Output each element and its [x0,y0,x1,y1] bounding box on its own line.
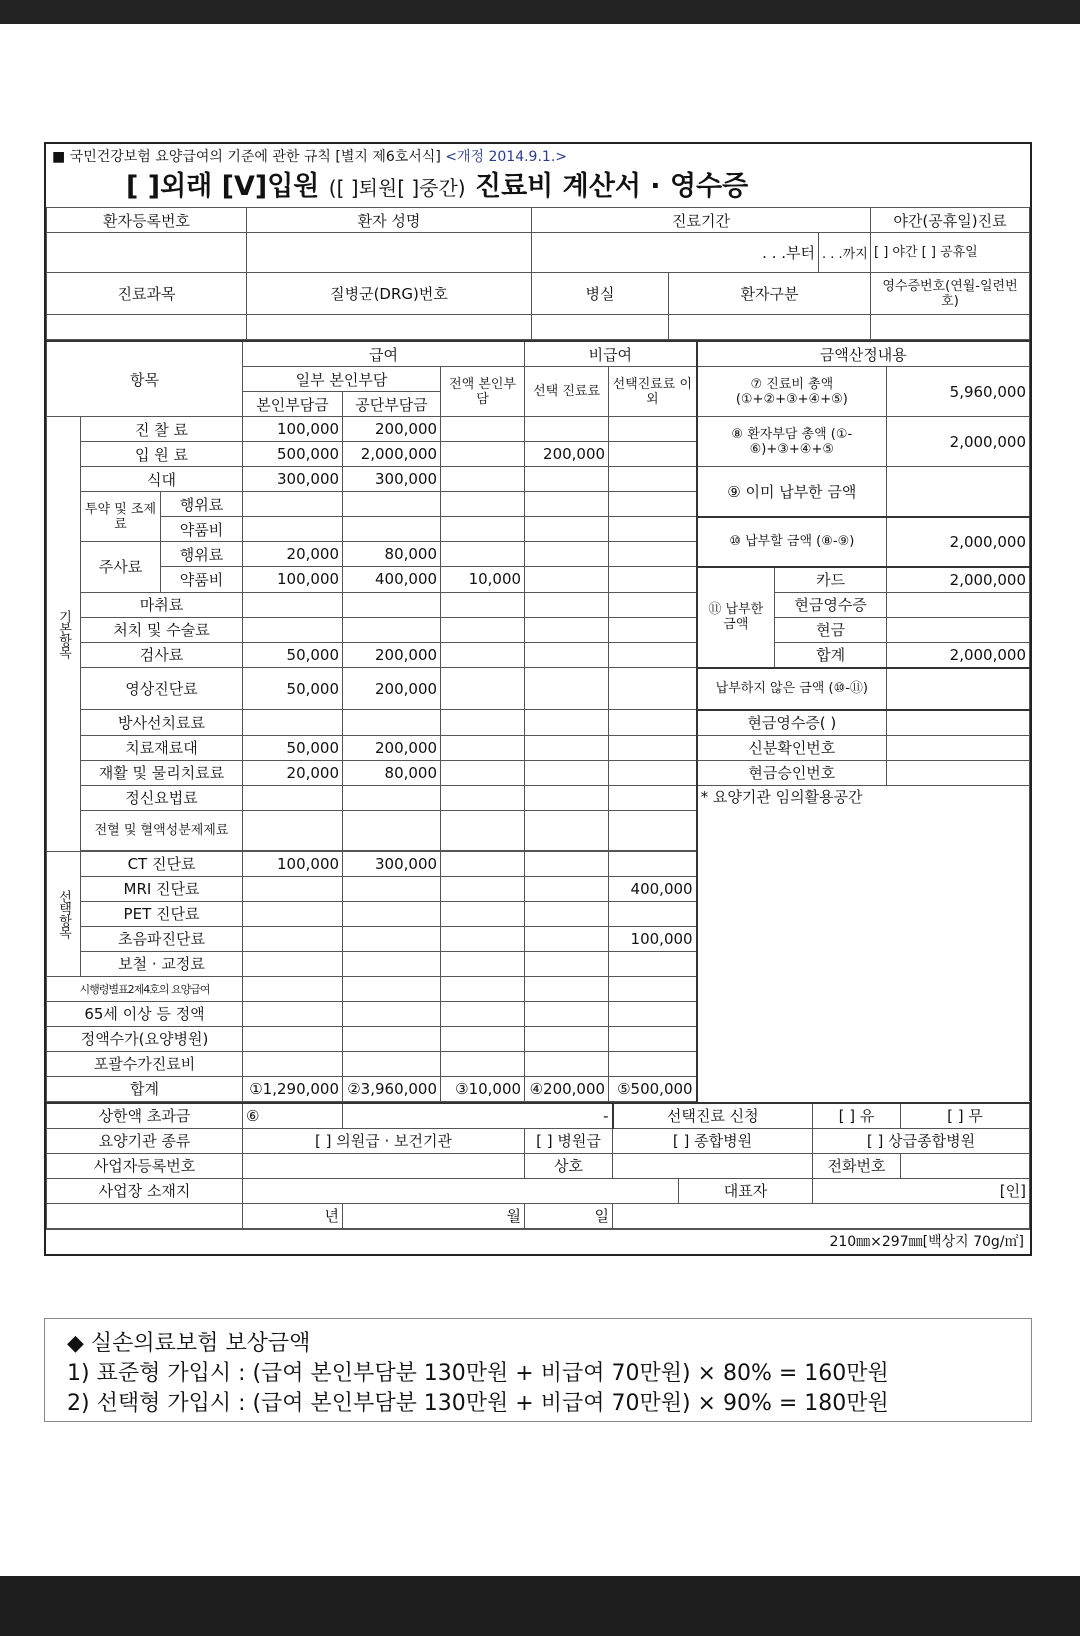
receipt-no-value [871,315,1030,340]
cell-self-pay: 50,000 [243,735,343,760]
night-label: 야간(공휴일)진료 [871,208,1030,233]
calc-due-value: 2,000,000 [887,517,1030,567]
total-select-other: ⑤500,000 [609,1076,697,1101]
calc-cash-label: 현금 [775,617,887,642]
covered-header: 급여 [243,341,525,367]
status-bar [0,0,1080,24]
inst-opt1: [ ] 의원급 · 보건기관 [243,1128,525,1153]
select-header: 선택 진료료 [525,367,609,417]
row-label: 초음파진단료 [81,926,243,951]
night-options: [ ] 야간 [ ] 공휴일 [871,233,1030,273]
row-label: PET 진단료 [81,901,243,926]
row-label: 치료재료대 [81,735,243,760]
calc-paid-label: ⑨ 이미 납부한 금액 [697,467,887,517]
patient-no-label: 환자등록번호 [47,208,247,233]
excess-dash: - [343,1103,613,1129]
cell-insurer: 300,000 [343,467,441,492]
phone-label: 전화번호 [813,1153,901,1178]
calc-unpaid-label: 납부하지 않은 금액 (⑩-⑪) [697,668,887,710]
calc-card-value: 2,000,000 [887,567,1030,593]
drug-group-label: 투약 및 조제료 [81,492,161,542]
noncovered-header: 비급여 [525,341,697,367]
patient-name-label: 환자 성명 [247,208,532,233]
row-label: 정액수가(요양병원) [47,1026,243,1051]
row-label: 포괄수가진료비 [47,1051,243,1076]
room-label: 병실 [532,273,669,315]
cell-select-other: 400,000 [609,876,697,901]
row-label: CT 진단료 [81,851,243,876]
cell-insurer: 400,000 [343,567,441,593]
patient-info-table [46,207,1030,340]
cell-self-pay: 20,000 [243,542,343,567]
rule-text: ■ 국민건강보험 요양급여의 기준에 관한 규칙 [별지 제6호서식] [52,149,441,165]
row-label: 처치 및 수술료 [81,617,243,642]
cell-self-pay: 50,000 [243,642,343,668]
select-apply-label: 선택진료 신청 [613,1103,813,1129]
row-label: 입 원 료 [81,442,243,467]
row-label: 행위료 [161,492,243,517]
row-label: 65세 이상 등 정액 [47,1001,243,1026]
total-full: ③10,000 [441,1076,525,1101]
ptype-label: 환자구분 [669,273,871,315]
biz-no-label: 사업자등록번호 [47,1153,243,1178]
inst-opt2: [ ] 병원급 [525,1128,613,1153]
calc-cash-receipt-line: 현금영수증( ) [697,710,887,736]
cell-self-pay: 100,000 [243,851,343,876]
cell-insurer: 2,000,000 [343,442,441,467]
calc-sum-label: 합계 [775,642,887,668]
row-label: 약품비 [161,517,243,542]
row-label: 정신요법료 [81,785,243,810]
inst-opt3: [ ] 종합병원 [613,1128,813,1153]
period-label: 진료기간 [532,208,871,233]
cell-select-other: 100,000 [609,926,697,951]
select-other-header: 선택진료료 이외 [609,367,697,417]
cell-insurer: 80,000 [343,542,441,567]
date-month: 월 [343,1203,525,1228]
calc-approval-label: 현금승인번호 [697,760,887,785]
basic-group-label: 기본항목 [47,417,81,852]
calc-total-label: ⑦ 진료비 총액 (①+②+③+④+⑤) [697,367,887,417]
date-year: 년 [243,1203,343,1228]
total-self-pay: ①1,290,000 [243,1076,343,1101]
inst-opt4: [ ] 상급종합병원 [813,1128,1030,1153]
cell-insurer: 200,000 [343,735,441,760]
cell-select: 200,000 [525,442,609,467]
cell-self-pay: 100,000 [243,567,343,593]
cell-insurer: 200,000 [343,668,441,710]
address-label: 사업장 소재지 [47,1178,243,1203]
drg-label: 질병군(DRG)번호 [247,273,532,315]
row-label: 마취료 [81,592,243,617]
select-apply-yes: [ ] 유 [813,1103,901,1129]
patient-no-value [47,233,247,273]
calc-total-value: 5,960,000 [887,367,1030,417]
cell-insurer: 200,000 [343,417,441,442]
receipt-no-label: 영수증번호(연월-일련번호) [871,273,1030,315]
form-title [46,167,1030,207]
paper-spec: 210㎜×297㎜[백상지 70g/㎡] [46,1229,1030,1254]
period-from: . . .부터 [532,233,819,273]
cost-table [46,340,1030,1102]
cell-insurer: 300,000 [343,851,441,876]
row-label: 재활 및 물리치료료 [81,760,243,785]
date-day: 일 [525,1203,613,1228]
optional-group-label: 선택항목 [47,851,81,976]
cell-self-pay: 100,000 [243,417,343,442]
calc-id-no-label: 신분확인번호 [697,735,887,760]
self-pay-header: 본인부담금 [243,392,343,417]
cell-insurer: 80,000 [343,760,441,785]
dept-label: 진료과목 [47,273,247,315]
row-label: 행위료 [161,542,243,567]
period-to: . . .까지 [819,233,871,273]
inj-group-label: 주사료 [81,542,161,593]
form-rule-header [46,144,1030,167]
row-label: 보철 · 교정료 [81,951,243,976]
receipt-form [44,142,1032,1256]
insurance-line-standard: 1) 표준형 가입시 : (급여 본인부담분 130만원 + 비급여 70만원) × 80% = 160만원 [67,1361,889,1386]
excess-value: ⑥ [243,1103,343,1129]
title-main-b: 진료비 계산서 · 영수증 [465,171,749,202]
total-select: ④200,000 [525,1076,609,1101]
insurance-summary-box [44,1318,1032,1422]
rep-label: 대표자 [679,1178,813,1203]
ptype-value [669,315,871,340]
cell-insurer: 200,000 [343,642,441,668]
calc-sum-value: 2,000,000 [887,642,1030,668]
calc-due-label: ⑩ 납부할 금액 (⑧-⑨) [697,517,887,567]
calc-free-space: * 요양기관 임의활용공간 [697,785,1030,1101]
full-header: 전액 본인부담 [441,367,525,417]
trade-name-label: 상호 [525,1153,613,1178]
row-label: 방사선치료료 [81,710,243,736]
navigation-bar [0,1576,1080,1636]
excess-label: 상한액 초과금 [47,1103,243,1129]
row-label: 약품비 [161,567,243,593]
seal-mark: [인] [813,1178,1030,1203]
insurer-pay-header: 공단부담금 [343,392,441,417]
title-main-a: [ ]외래 [V]입원 [126,171,329,202]
inst-type-label: 요양기관 종류 [47,1128,243,1153]
total-insurer: ②3,960,000 [343,1076,441,1101]
room-value [532,315,669,340]
select-apply-no: [ ] 무 [901,1103,1030,1129]
total-label: 합계 [47,1076,243,1101]
row-label: 전혈 및 혈액성분제제료 [81,810,243,850]
cell-self-pay: 300,000 [243,467,343,492]
calc-cash-receipt-label: 현금영수증 [775,592,887,617]
calc-card-label: 카드 [775,567,887,593]
drg-value [247,315,532,340]
row-label: 진 찰 료 [81,417,243,442]
row-label: 식대 [81,467,243,492]
partial-header: 일부 본인부담 [243,367,441,392]
row-label: 시행령별표2제4호의 요양급여 [47,976,243,1001]
cell-self-pay: 50,000 [243,668,343,710]
patient-name-value [247,233,532,273]
institution-table [46,1102,1030,1229]
calc-patient-value: 2,000,000 [887,417,1030,467]
dept-value [47,315,247,340]
cell-full: 10,000 [441,567,525,593]
cell-self-pay: 500,000 [243,442,343,467]
insurance-title: ◆ 실손의료보험 보상금액 [67,1331,311,1356]
item-header: 항목 [47,341,243,417]
row-label: 검사료 [81,642,243,668]
calc-patient-label: ⑧ 환자부담 총액 (①-⑥)+③+④+⑤ [697,417,887,467]
title-small: ([ ]퇴원[ ]중간) [328,176,466,200]
revision-date: <개정 2014.9.1.> [445,149,568,165]
row-label: 영상진단료 [81,668,243,710]
cell-self-pay: 20,000 [243,760,343,785]
insurance-line-optional: 2) 선택형 가입시 : (급여 본인부담분 130만원 + 비급여 70만원) × 90% = 180만원 [67,1391,889,1416]
calc-paid-group: ⑪ 납부한 금액 [697,567,775,668]
row-label: MRI 진단료 [81,876,243,901]
calc-header: 금액산정내용 [697,341,1030,367]
